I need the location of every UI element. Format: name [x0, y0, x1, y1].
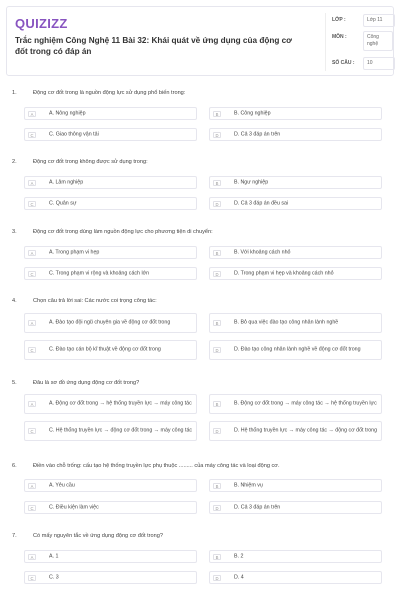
- option-text: B. Động cơ đốt trong → máy công tác → hệ thống truyền lực: [234, 400, 377, 407]
- answer-option-a[interactable]: [24, 246, 197, 259]
- option-letter-box: C: [28, 271, 36, 277]
- option-text: D. Cả 3 đáp án đều sai: [234, 199, 289, 206]
- subject-label: MÔN :: [332, 34, 347, 40]
- option-letter-box: D: [213, 575, 221, 581]
- question-text: Động cơ đốt trong không được sử dụng trong:: [33, 159, 148, 165]
- option-letter-box: B: [213, 483, 221, 489]
- answer-option-d[interactable]: [209, 267, 382, 280]
- subject-value: Công nghệ: [363, 31, 393, 51]
- answer-option-c[interactable]: [24, 501, 197, 514]
- answer-option-b[interactable]: [209, 479, 382, 492]
- option-text: C. Quân sự: [49, 199, 77, 206]
- class-value: Lớp 11: [363, 14, 395, 27]
- question-number: 2.: [12, 159, 17, 165]
- option-text: D. Hệ thống truyền lực → máy công tác → động cơ đốt trong: [234, 427, 378, 434]
- option-text: D. Cả 3 đáp án trên: [234, 503, 281, 510]
- option-letter-box: C: [28, 575, 36, 581]
- answer-option-c[interactable]: [24, 571, 197, 584]
- option-text: A. Yêu cầu: [49, 481, 75, 488]
- option-text: B. Công nghiệp: [234, 109, 271, 116]
- question-count-label: SỐ CÂU :: [332, 60, 355, 66]
- answer-option-d[interactable]: [209, 340, 382, 360]
- option-letter-box: C: [28, 428, 36, 434]
- question-text: Đâu là sơ đồ ứng dụng động cơ đốt trong?: [33, 380, 140, 386]
- option-text: A. Nông nghiệp: [49, 109, 86, 116]
- answer-option-b[interactable]: [209, 107, 382, 120]
- question-count-value: 10: [363, 57, 395, 70]
- answer-option-b[interactable]: [209, 246, 382, 259]
- question-number: 7.: [12, 533, 17, 539]
- question-text: Điền vào chỗ trống: cấu tạo hệ thống truyền lực phụ thuộc ......... của máy công tác và loại động cơ.: [33, 463, 280, 469]
- option-letter-box: B: [213, 180, 221, 186]
- question-text: Động cơ đốt trong là nguồn động lực sử dụng phổ biến trong:: [33, 90, 186, 96]
- option-letter-box: D: [213, 201, 221, 207]
- option-letter-box: C: [28, 347, 36, 353]
- quiz-header-card: [6, 6, 394, 76]
- answer-option-a[interactable]: [24, 394, 197, 414]
- option-text: D. Đào tạo công nhân lành nghề về động cơ đốt trong: [234, 346, 361, 353]
- option-text: A. Lâm nghiệp: [49, 178, 84, 185]
- answer-option-a[interactable]: [24, 107, 197, 120]
- answer-option-c[interactable]: [24, 267, 197, 280]
- option-text: A. 1: [49, 552, 59, 559]
- option-text: A. Động cơ đốt trong → hệ thống truyền lực → máy công tác: [49, 400, 192, 407]
- answer-option-b[interactable]: [209, 313, 382, 333]
- option-text: C. Đào tạo cán bộ kĩ thuật về động cơ đốt trong: [49, 346, 161, 353]
- option-text: C. Giao thông vận tải: [49, 130, 99, 137]
- answer-option-b[interactable]: [209, 176, 382, 189]
- quizizz-logo: QUIZIZZ: [15, 16, 68, 31]
- option-letter-box: C: [28, 201, 36, 207]
- option-text: B. 2: [234, 552, 244, 559]
- answer-option-a[interactable]: [24, 550, 197, 563]
- meta-divider: [325, 13, 326, 71]
- question-text: Động cơ đốt trong dùng làm nguồn động lực cho phương tiện di chuyển:: [33, 229, 213, 235]
- option-text: A. Trong phạm vi hẹp: [49, 248, 100, 255]
- answer-option-a[interactable]: [24, 176, 197, 189]
- option-letter-box: D: [213, 428, 221, 434]
- answer-option-d[interactable]: [209, 571, 382, 584]
- option-letter-box: A: [28, 554, 36, 560]
- question-number: 3.: [12, 229, 17, 235]
- answer-option-d[interactable]: [209, 421, 382, 441]
- question-number: 1.: [12, 90, 17, 96]
- answer-option-a[interactable]: [24, 479, 197, 492]
- option-letter-box: A: [28, 320, 36, 326]
- option-letter-box: A: [28, 250, 36, 256]
- option-text: B. Với khoảng cách nhỏ: [234, 248, 291, 255]
- question-number: 6.: [12, 463, 17, 469]
- option-text: D. 4: [234, 573, 244, 580]
- answer-option-c[interactable]: [24, 128, 197, 141]
- question-number: 5.: [12, 380, 17, 386]
- question-number: 4.: [12, 298, 17, 304]
- option-letter-box: D: [213, 347, 221, 353]
- question-text: Chọn câu trả lời sai: Các nước coi trọng công tác:: [33, 298, 157, 304]
- answer-option-d[interactable]: [209, 501, 382, 514]
- option-letter-box: B: [213, 250, 221, 256]
- answer-option-c[interactable]: [24, 421, 197, 441]
- option-letter-box: A: [28, 111, 36, 117]
- option-text: A. Đào tạo đội ngũ chuyên gia về động cơ đốt trong: [49, 319, 171, 326]
- question-text: Có mấy nguyên tắc về ứng dụng động cơ đốt trong?: [33, 533, 163, 539]
- option-text: D. Trong phạm vi hẹp và khoảng cách nhỏ: [234, 269, 334, 276]
- option-letter-box: B: [213, 111, 221, 117]
- class-label: LỚP :: [332, 17, 346, 23]
- option-text: B. Nhiệm vụ: [234, 481, 263, 488]
- option-letter-box: A: [28, 483, 36, 489]
- option-letter-box: D: [213, 505, 221, 511]
- answer-option-d[interactable]: [209, 197, 382, 210]
- option-letter-box: C: [28, 132, 36, 138]
- option-text: C. Trong phạm vi rộng và khoảng cách lớn: [49, 269, 150, 276]
- option-letter-box: B: [213, 401, 221, 407]
- answer-option-a[interactable]: [24, 313, 197, 333]
- option-text: D. Cả 3 đáp án trên: [234, 130, 281, 137]
- option-letter-box: B: [213, 554, 221, 560]
- answer-option-c[interactable]: [24, 197, 197, 210]
- option-letter-box: C: [28, 505, 36, 511]
- answer-option-b[interactable]: [209, 550, 382, 563]
- answer-option-d[interactable]: [209, 128, 382, 141]
- option-letter-box: A: [28, 180, 36, 186]
- quiz-title: Trắc nghiệm Công Nghệ 11 Bài 32: Khái quát về ứng dụng của động cơ đốt trong có đáp án: [15, 36, 292, 56]
- option-text: B. Ngư nghiệp: [234, 178, 269, 185]
- option-text: C. Hệ thống truyền lực → động cơ đốt trong → máy công tác: [49, 427, 193, 434]
- option-letter-box: D: [213, 132, 221, 138]
- option-text: C. 3: [49, 573, 59, 580]
- option-text: C. Điều kiện làm việc: [49, 503, 99, 510]
- option-text: B. Bỏ qua việc đào tạo công nhân lành nghề: [234, 319, 339, 326]
- answer-option-b[interactable]: [209, 394, 382, 414]
- answer-option-c[interactable]: [24, 340, 197, 360]
- option-letter-box: A: [28, 401, 36, 407]
- option-letter-box: B: [213, 320, 221, 326]
- option-letter-box: D: [213, 271, 221, 277]
